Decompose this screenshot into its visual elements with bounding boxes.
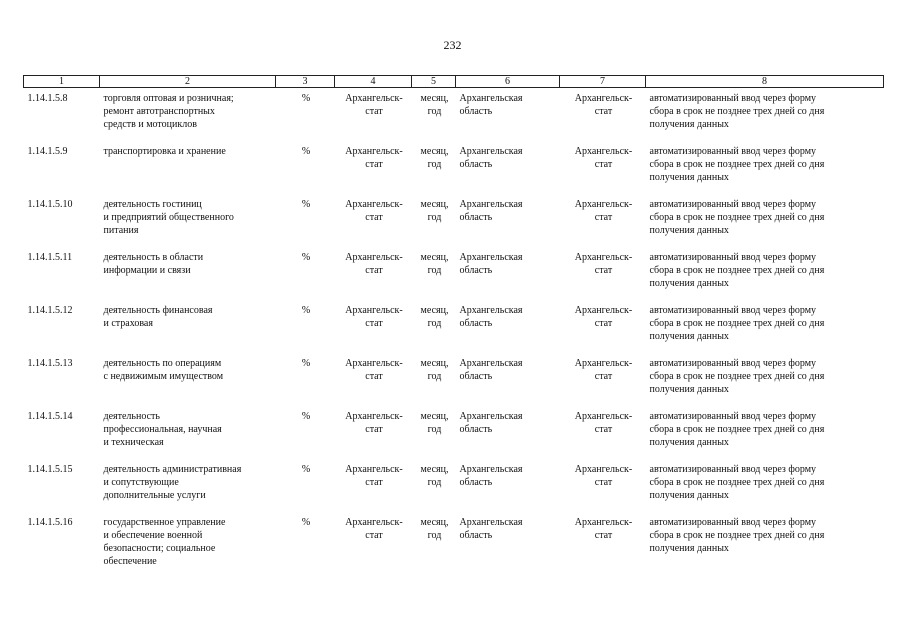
table-row [24, 141, 884, 194]
indicator-name: торговля оптовая и розничная; ремонт автотранспортных средств и мотоциклов [103, 93, 234, 130]
table-row [24, 300, 884, 353]
territorial-level: Архангельская область [459, 410, 523, 435]
input-method: автоматизированный ввод через форму сбора в срок не позднее трех дней со дня получения данных [649, 516, 825, 554]
column-number-header: 8 [646, 76, 884, 88]
unit-of-measure: % [301, 357, 311, 369]
indicator-name: деятельность профессиональная, научная и техническая [103, 410, 222, 448]
responsible-body: Архангельск- стат [574, 410, 633, 435]
indicator-name: деятельность финансовая и страховая [103, 304, 213, 329]
table-row [24, 194, 884, 247]
column-number-header: 1 [24, 76, 100, 88]
indicator-code: 1.14.1.5.12 [27, 304, 73, 316]
indicator-name: деятельность гостиниц и предприятий общественного питания [103, 198, 234, 236]
indicator-code: 1.14.1.5.9 [27, 145, 68, 157]
territorial-level: Архангельская область [459, 93, 523, 117]
indicator-code: 1.14.1.5.10 [27, 198, 73, 210]
periodicity: месяц, год [420, 93, 449, 117]
indicator-code: 1.14.1.5.15 [27, 463, 73, 475]
territorial-level: Архангельская область [459, 357, 523, 382]
indicator-code: 1.14.1.5.8 [27, 93, 68, 104]
indicator-code: 1.14.1.5.11 [27, 251, 73, 263]
unit-of-measure: % [301, 251, 311, 263]
unit-of-measure: % [301, 410, 311, 422]
indicator-code: 1.14.1.5.14 [27, 410, 73, 422]
unit-of-measure: % [301, 463, 311, 475]
column-number-header: 3 [276, 76, 335, 88]
input-method: автоматизированный ввод через форму сбора в срок не позднее трех дней со дня получения данных [649, 463, 825, 501]
responsible-body: Архангельск- стат [574, 357, 633, 382]
unit-of-measure: % [301, 304, 311, 316]
periodicity: месяц, год [420, 251, 449, 276]
data-source: Архангельск- стат [345, 410, 403, 435]
column-number-row [24, 76, 884, 88]
territorial-level: Архангельская область [459, 463, 523, 488]
data-source: Архангельск- стат [345, 304, 403, 329]
input-method: автоматизированный ввод через форму сбора в срок не позднее трех дней со дня получения данных [649, 145, 825, 183]
periodicity: месяц, год [420, 198, 449, 223]
table-row [24, 406, 884, 459]
territorial-level: Архангельская область [459, 251, 523, 276]
responsible-body: Архангельск- стат [574, 304, 633, 329]
indicator-name: транспортировка и хранение [103, 145, 226, 157]
input-method: автоматизированный ввод через форму сбора в срок не позднее трех дней со дня получения данных [649, 251, 825, 289]
periodicity: месяц, год [420, 145, 449, 170]
column-number-header: 5 [412, 76, 456, 88]
data-source: Архангельск- стат [345, 145, 403, 170]
unit-of-measure: % [301, 198, 311, 210]
unit-of-measure: % [301, 516, 311, 528]
column-number-header: 2 [100, 76, 276, 88]
data-source: Архангельск- стат [345, 93, 403, 117]
column-number-header: 7 [560, 76, 646, 88]
periodicity: месяц, год [420, 304, 449, 329]
table-row [24, 459, 884, 512]
responsible-body: Архангельск- стат [574, 198, 633, 223]
data-source: Архангельск- стат [345, 516, 403, 541]
territorial-level: Архангельская область [459, 145, 523, 170]
periodicity: месяц, год [420, 516, 449, 541]
table-row [24, 88, 884, 141]
data-source: Архангельск- стат [345, 357, 403, 382]
input-method: автоматизированный ввод через форму сбора в срок не позднее трех дней со дня получения данных [649, 410, 825, 448]
input-method: автоматизированный ввод через форму сбора в срок не позднее трех дней со дня получения данных [649, 93, 825, 130]
column-number-header: 6 [456, 76, 560, 88]
territorial-level: Архангельская область [459, 304, 523, 329]
responsible-body: Архангельск- стат [574, 93, 633, 117]
territorial-level: Архангельская область [459, 198, 523, 223]
indicator-name: деятельность административная и сопутствующие дополнительные услуги [103, 463, 242, 501]
territorial-level: Архангельская область [459, 516, 523, 541]
periodicity: месяц, год [420, 410, 449, 435]
responsible-body: Архангельск- стат [574, 145, 633, 170]
periodicity: месяц, год [420, 463, 449, 488]
unit-of-measure: % [301, 93, 311, 104]
indicator-name: деятельность в области информации и связи [103, 251, 204, 276]
responsible-body: Архангельск- стат [574, 516, 633, 541]
indicator-code: 1.14.1.5.13 [27, 357, 73, 369]
periodicity: месяц, год [420, 357, 449, 382]
data-source: Архангельск- стат [345, 198, 403, 223]
indicator-table [23, 75, 884, 572]
data-source: Архангельск- стат [345, 251, 403, 276]
indicator-code: 1.14.1.5.16 [27, 516, 73, 528]
unit-of-measure: % [301, 145, 311, 157]
indicator-name: государственное управление и обеспечение военной безопасности; социальное обеспечение [103, 516, 226, 567]
responsible-body: Архангельск- стат [574, 251, 633, 276]
column-number-header: 4 [335, 76, 412, 88]
indicator-name: деятельность по операциям с недвижимым имуществом [103, 357, 224, 382]
table-row [24, 512, 884, 572]
table-row [24, 353, 884, 406]
table-row [24, 247, 884, 300]
data-source: Архангельск- стат [345, 463, 403, 488]
input-method: автоматизированный ввод через форму сбора в срок не позднее трех дней со дня получения данных [649, 357, 825, 395]
input-method: автоматизированный ввод через форму сбора в срок не позднее трех дней со дня получения данных [649, 198, 825, 236]
input-method: автоматизированный ввод через форму сбора в срок не позднее трех дней со дня получения данных [649, 304, 825, 342]
responsible-body: Архангельск- стат [574, 463, 633, 488]
page-number: 232 [443, 38, 462, 52]
